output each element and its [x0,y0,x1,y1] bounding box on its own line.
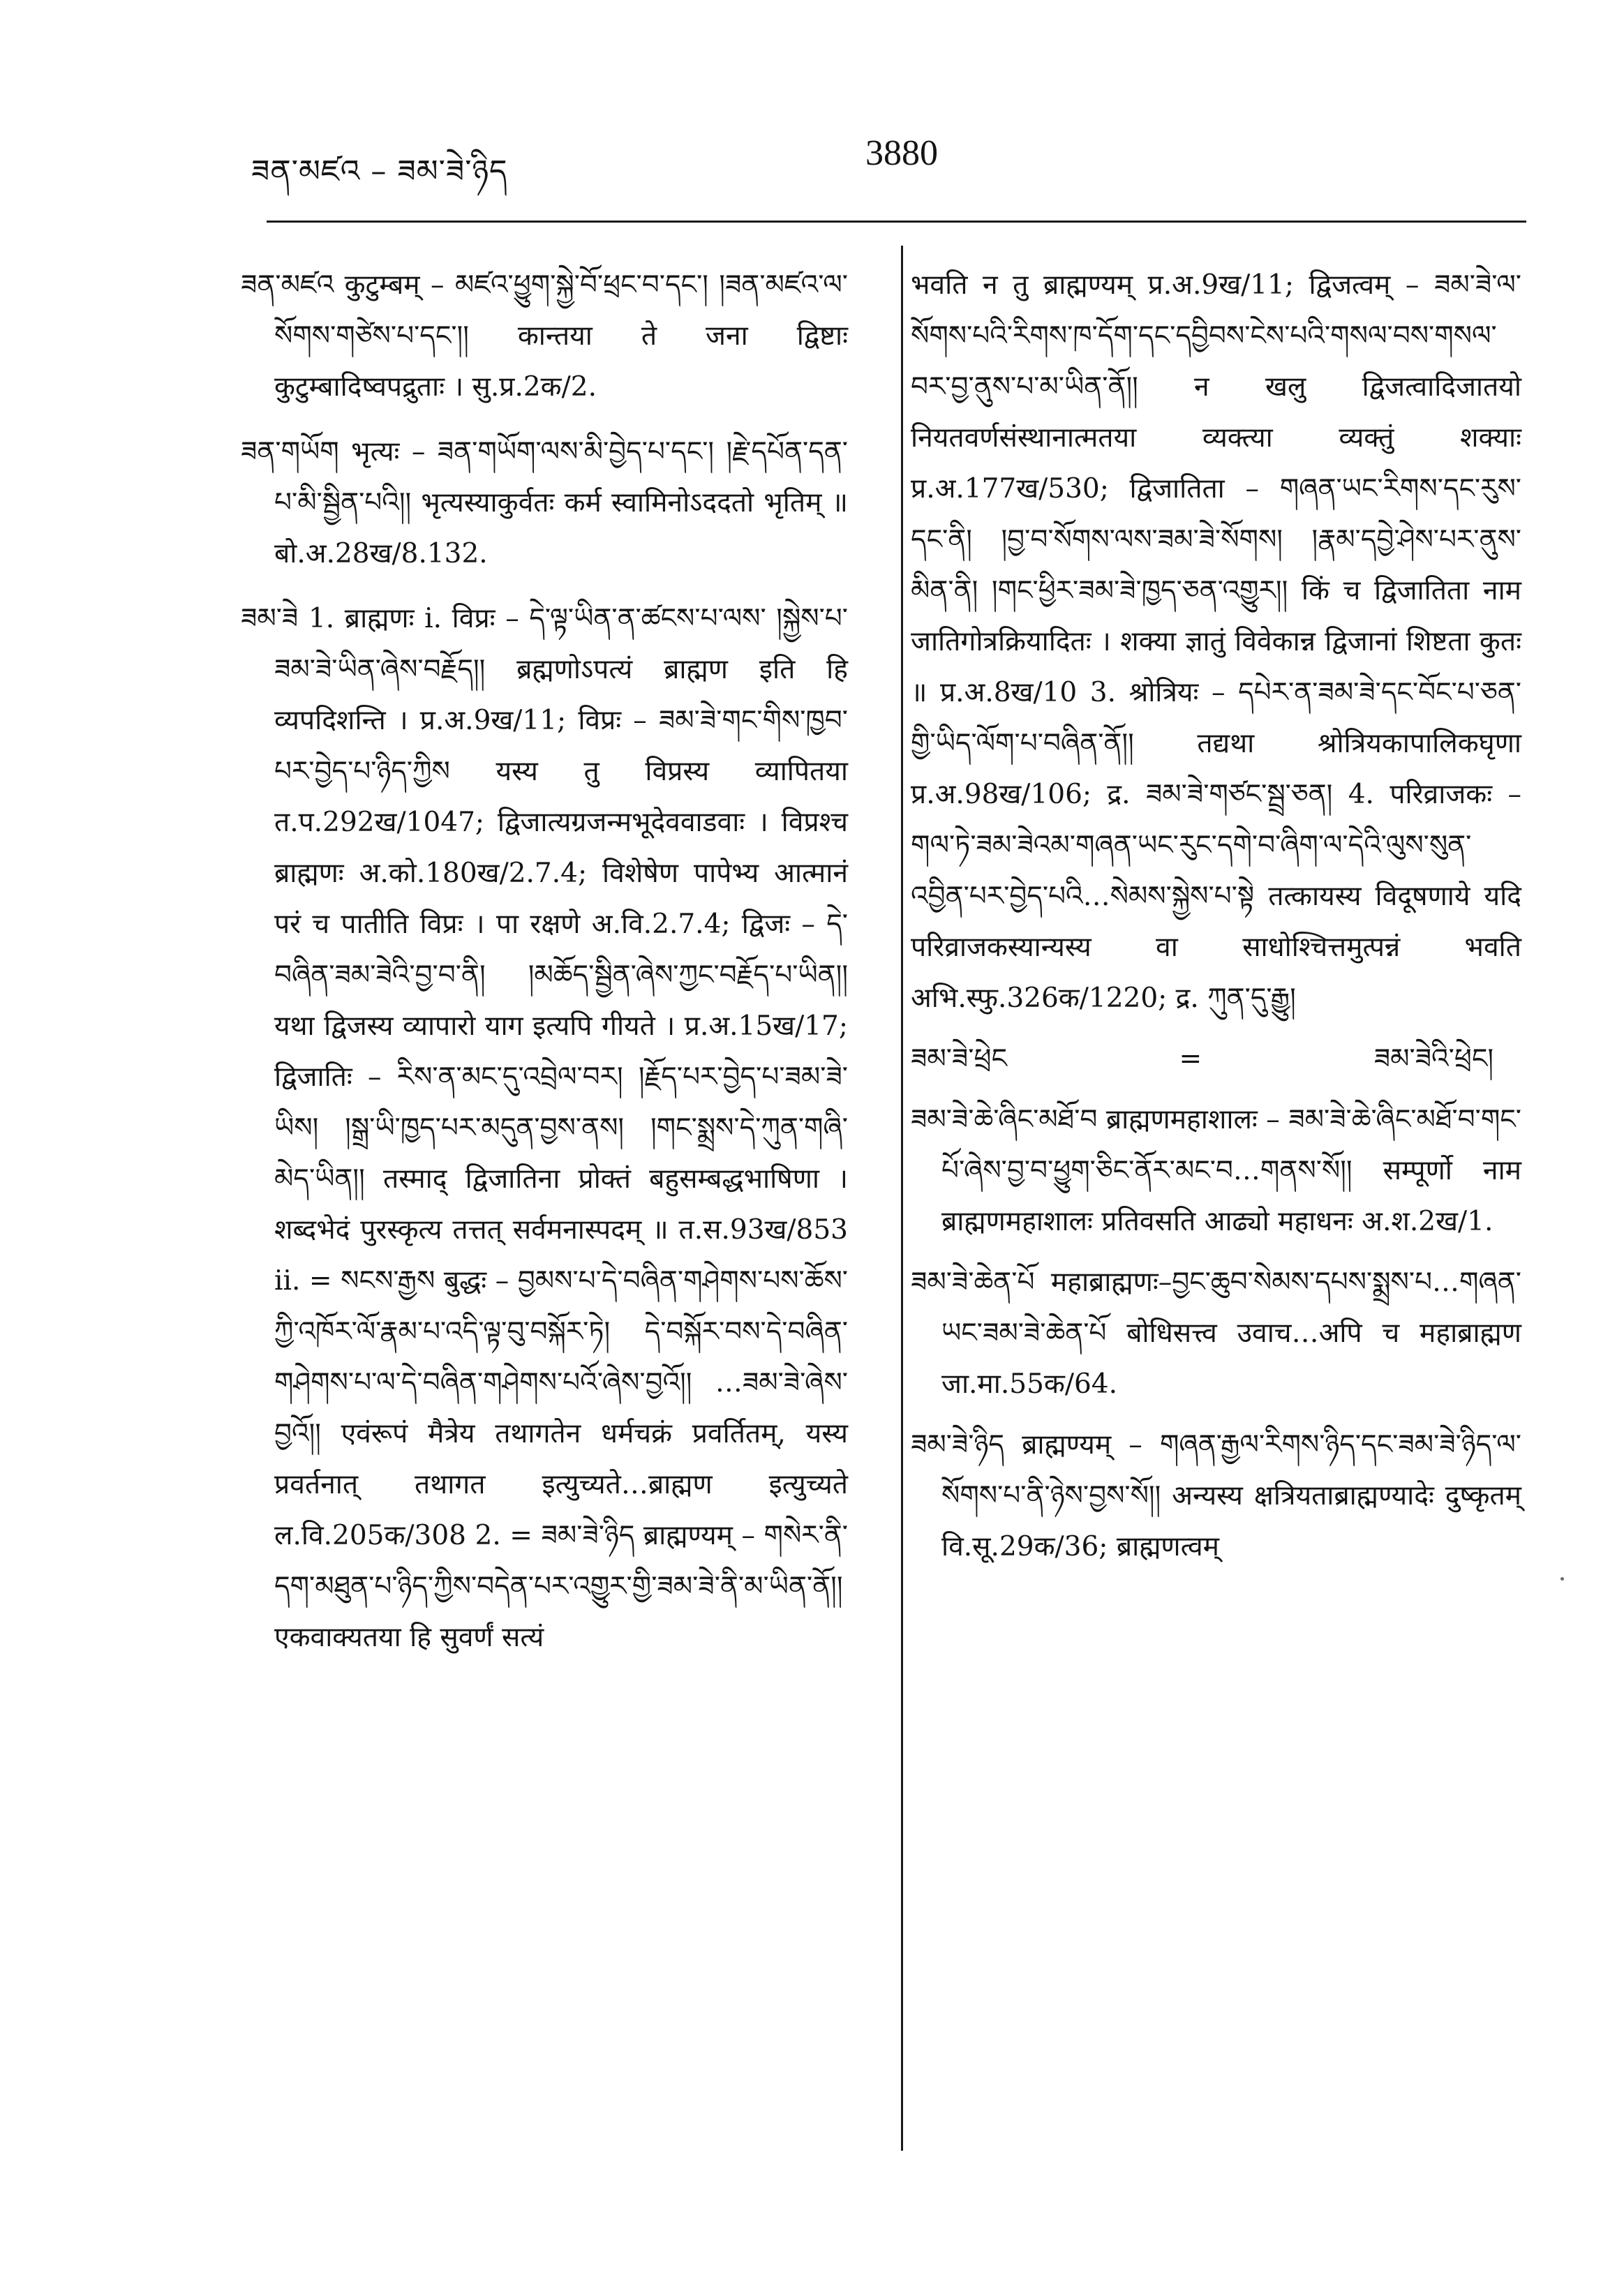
column-divider [901,246,903,2151]
entry-bram-ze-chen-po: ཟམ་ཟེ་ཆེན་པོ महाब्राह्मणः–བྱང་ཆུབ་སེམས་དཔས་སྨྲས་པ…གཞན་ཡང་ཟམ་ཟེ་ཆེན་པོ बोधिसत्त्व उवाच…अपि च महाब्राह्मण जा.मा.55क/64. [911,1267,1521,1400]
left-column [241,260,848,1677]
page-number: 3880 [865,133,938,173]
entry-continuation: भवति न तु ब्राह्मण्यम् प्र.अ.9ख/11; द्विजत्वम् – ཟམ་ཟེ་ལ་སོགས་པའི་རིགས་ཁ་དོག་དང་དབྱིབས་ངེས་པའི་གསལ་བས་གསལ་བར་བྱ་ནུས་པ་མ་ཡིན་ནོ།། न खलु द्विजत्वादिजातयो नियतवर्णसंस्थानात्मतया व्यक्त्या व्यक्तुं शक्याः प्र.अ.177ख/530; द्विजातिता – གཞན་ཡང་རིགས་དང་རུས་དང་ནི། །བྱ་བ་སོགས་ལས་ཟམ་ཟེ་སོགས། །རྣམ་དབྱེ་ཤེས་པར་ནུས་མིན་ནི། །གང་ཕྱིར་ཟམ་ཟེ་ཁྱད་ཅན་འགྱུར།། किं च द्विजातिता नाम जातिगोत्रक्रियादितः । शक्या ज्ञातुं विवेकान्न द्विजानां शिष्टता कुतः ॥ प्र.अ.8ख/10 3. श्रोत्रियः – དཔེར་ན་ཟམ་ཟེ་དང་བོང་པ་ཅན་གྱི་ཡིད་ལོག་པ་བཞིན་ནོ།། तद्यथा श्रोत्रियकापालिकघृणा प्र.अ.98ख/106; द्र. ཟམ་ཟེ་གཙང་སྦྲ་ཅན། 4. परिव्राजकः – གལ་ཏེ་ཟམ་ཟེའམ་གཞན་ཡང་རུང་དགེ་བ་ཞིག་ལ་དེའི་ལུས་སུན་འབྱིན་པར་བྱེད་པའི…སེམས་སྐྱེས་པ་སྟེ तत्कायस्य विदूषणाये यदि परिव्राजकस्यान्यस्य वा साधोश्चित्तमुत्पन्नं भवति अभि.स्फु.326क/1220; द्र. ཀུན་དུ་རྒྱུ། [911,269,1521,1014]
entry-bram-ze-nyid: ཟམ་ཟེ་ཉིད ब्राह्मण्यम् – གཞན་རྒྱལ་རིགས་ཉིད་དང་ཟམ་ཟེ་ཉིད་ལ་སོགས་པ་ནི་ཉེས་བྱས་སོ།། अन्यस्य क्षत्रियताब्राह्मण्यादेः दुष्कृतम् वि.सू.29क/36; ब्राह्मणत्वम् [911,1429,1521,1562]
entry-bram-ze: ཟམ་ཟེ 1. ब्राह्मणः i. विप्रः – དེ་ལྟ་ཡིན་ན་ཚངས་པ་ལས་ །སྐྱེས་པ་ཟམ་ཟེ་ཡིན་ཞེས་བརྗོད།། ब्रह्मणोऽपत्यं ब्राह्मण इति हि व्यपदिशन्ति । प्र.अ.9ख/11; विप्रः – ཟམ་ཟེ་གང་གིས་ཁྱབ་པར་བྱེད་པ་ཉིད་ཀྱིས यस्य तु विप्रस्य व्यापितया त.प.292ख/1047; द्विजात्यग्रजन्मभूदेववाडवाः । विप्रश्च ब्राह्मणः अ.को.180ख/2.7.4; विशेषेण पापेभ्य आत्मानं परं च पातीति विप्रः । पा रक्षणे अ.वि.2.7.4; द्विजः – དེ་བཞིན་ཟམ་ཟེའི་བྱ་བ་ནི། །མཆོད་སྦྱིན་ཞེས་ཀྱང་བརྗོད་པ་ཡིན།། यथा द्विजस्य व्यापारो याग इत्यपि गीयते । प्र.अ.15ख/17; द्विजातिः – རིས་ན་མང་དུ་འབྲེལ་བར། །རྗོད་པར་བྱེད་པ་ཟམ་ཟེ་ཡིས། །སྒྲ་ཡི་ཁྱད་པར་མདུན་བྱས་ནས། །གང་སྨྲས་དེ་ཀུན་གཞི་མེད་ཡིན།། तस्माद् द्विजातिना प्रोक्तं बहुसम्बद्धभाषिणा । शब्दभेदं पुरस्कृत्य तत्तत् सर्वमनास्पदम् ॥ त.स.93ख/853 ii. = སངས་རྒྱས बुद्धः – བྱམས་པ་དེ་བཞིན་གཤེགས་པས་ཆོས་ཀྱི་འཁོར་ལོ་རྣམ་པ་འདི་ལྟ་བུ་བསྐོར་ཏེ། དེ་བསྐོར་བས་དེ་བཞིན་གཤེགས་པ་ལ་དེ་བཞིན་གཤེགས་པའོ་ཞེས་བྱའོ།། …ཟམ་ཟེ་ཞེས་བྱའོ།། एवंरूपं मैत्रेय तथागतेन धर्मचक्रं प्रवर्तितम्, यस्य प्रवर्तनात् तथागत इत्युच्यते…ब्राह्मण इत्युच्यते ल.वि.205क/308 2. = ཟམ་ཟེ་ཉིད ब्राह्मण्यम् – གསེར་ནི་དག་མཐུན་པ་ཉིད་ཀྱིས་བདེན་པར་འགྱུར་གྱི་ཟམ་ཟེ་ནི་མ་ཡིན་ནོ།། एकवाक्यतया हि सुवर्णं सत्यं [241,603,848,1653]
cross-reference [911,1033,1521,1084]
entry-zan-gyog: ཟན་གཡོག भृत्यः – ཟན་གཡོག་ལས་མི་བྱེད་པ་དང་། །རྗེ་དཔོན་དན་པ་མི་སྦྱིན་པའི།། भृत्यस्याकुर्वतः कर्म स्वामिनोऽददतो भृतिम् ॥ बो.अ.28ख/8.132. [241,436,848,569]
entry-bram-ze-che-zhing: ཟམ་ཟེ་ཆེ་ཞིང་མཐོ་བ ब्राह्मणमहाशालः – ཟམ་ཟེ་ཆེ་ཞིང་མཐོ་བ་གང་པོ་ཞེས་བྱ་བ་ཕྱུག་ཅིང་ནོར་མང་བ…གནས་སོ།། सम्पूर्णो नाम ब्राह्मणमहाशालः प्रतिवसति आढ्यो महाधनः अ.श.2ख/1. [911,1104,1521,1237]
running-head: ཟན་མཛའ – ཟམ་ཟེ་ཉིད [251,154,508,189]
header-rule [267,221,1526,223]
scan-speck [1560,1577,1564,1581]
cross-ref-target: ཟམ་ཟེའི་ཕྲེང། [1373,1043,1493,1075]
cross-ref-term: ཟམ་ཟེ་ཕྲེང [911,1043,1007,1075]
right-column [911,260,1521,1582]
equals-sign: = [1179,1043,1202,1075]
entry-zan-mdza: ཟན་མཛའ कुटुम्बम् – མཛའ་ཕྱུག་སྐྱེ་བོ་ཕྲང་བ་དང་། །ཟན་མཛའ་ལ་སོགས་གཙེས་པ་དང་།། कान्तया ते जना द्विष्टाः कुटुम्बादिष्वपद्रुताः । सु.प्र.2क/2. [241,269,848,403]
